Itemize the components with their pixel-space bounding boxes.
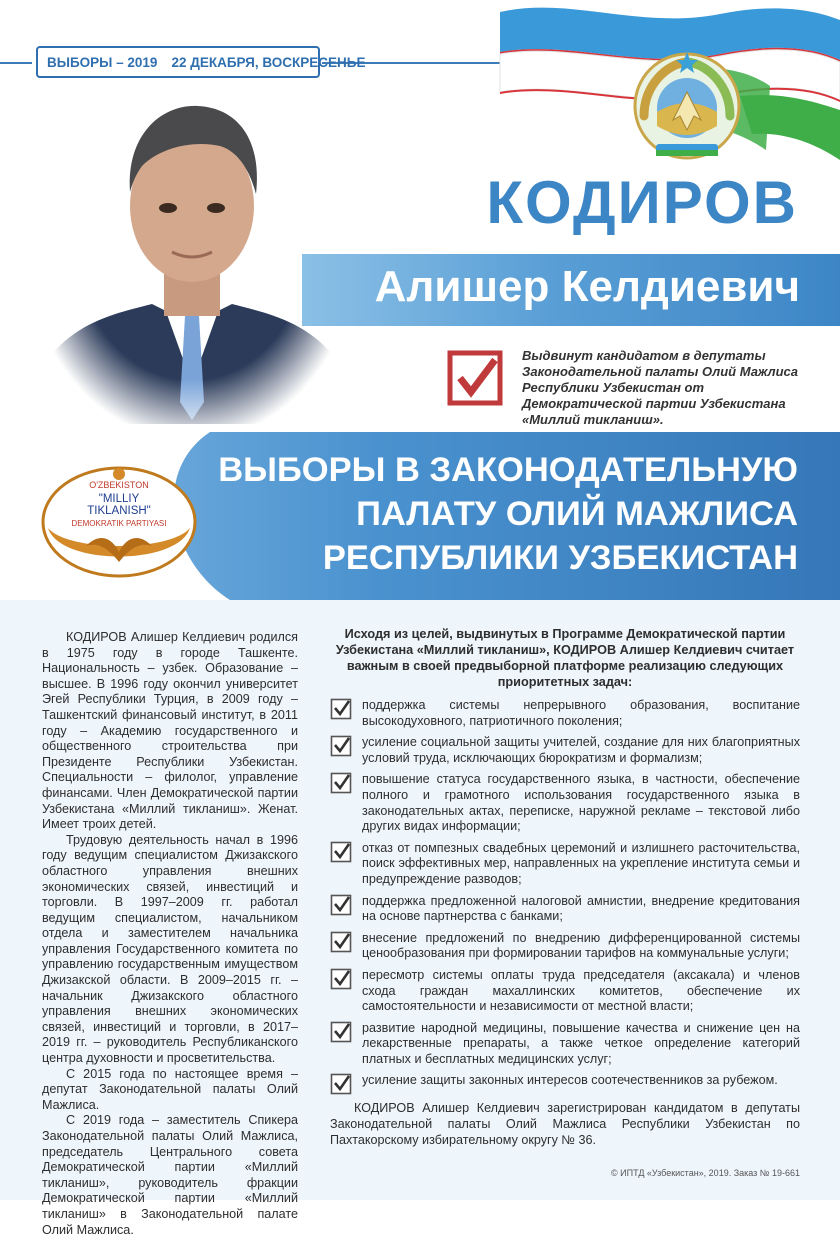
candidate-given-name: Алишер Келдиевич bbox=[374, 262, 800, 311]
header-rule-left bbox=[0, 62, 32, 64]
registration-statement: КОДИРОВ Алишер Келдиевич зарегистрирован кандидатом в депутаты Законодательной палаты Олий Мажлиса Республики Узбекистан по Пахтакорскому избирательному округу № 36. bbox=[330, 1101, 800, 1147]
biography-paragraph: Трудовую деятельность начал в 1996 году ведущим специалистом Джизакского областного управления внешних экономических связей, инвестиций и торговли. В 1997–2009 гг. работал ведущим специалистом, начальником отдела и заместителем начальника управления Государственного комитета по управлению государственным имуществом Джизакской области. В 2009–2015 гг. – начальник Джизакского областного управления внешних экономических связей, инвестиций и торговли, в 2017–2019 гг. – руководитель Республиканского центра духовности и просветительства. bbox=[42, 832, 298, 1066]
party-logo-line-1: O'ZBEKISTON bbox=[89, 480, 149, 490]
banner-heading bbox=[198, 448, 798, 580]
program-task-text: усиление защиты законных интересов соотечественников за рубежом. bbox=[362, 1073, 778, 1088]
checkbox-icon bbox=[330, 698, 352, 720]
checkbox-icon bbox=[330, 894, 352, 916]
program-task bbox=[330, 841, 800, 888]
party-logo-line-3: TIKLANISH" bbox=[87, 505, 151, 517]
checkbox-icon bbox=[330, 841, 352, 863]
program-task-text: развитие народной медицины, повышение качества и снижение цен на лекарственные препараты, а также четкое определение категорий платных и бесплатных медицинских услуг; bbox=[362, 1020, 800, 1066]
banner-line-3: РЕСПУБЛИКИ УЗБЕКИСТАН bbox=[322, 539, 798, 577]
election-date-box bbox=[36, 46, 366, 78]
program-task bbox=[330, 1073, 800, 1095]
checkbox-icon bbox=[330, 1073, 352, 1095]
program-task bbox=[330, 931, 800, 962]
program-task bbox=[330, 772, 800, 834]
party-logo-line-4: DEMOKRATIK PARTIYASI bbox=[71, 519, 167, 528]
checkbox-icon bbox=[330, 735, 352, 757]
program-task-list bbox=[330, 698, 800, 1095]
biography-paragraph: КОДИРОВ Алишер Келдиевич родился в 1975 году в городе Ташкенте. Национальность – узбек. Образование – высшее. В 1996 году окончил университет Эгей Республики Турция, в 2009 году – Ташкентский финансовый институт, в 2011 году – Академию государственного и общественного строительства при Президенте Республики Узбекистан. Специальности – филолог, управление финансами. Член Демократической партии Узбекистана «Миллий тикланиш». Женат. Имеет троих детей. bbox=[42, 630, 298, 832]
program-task bbox=[330, 698, 800, 729]
program-task-text: отказ от помпезных свадебных церемоний и излишнего расточительства, поиск эффективных мер, направленных на укрепление института семьи и предупреждение разводов; bbox=[362, 840, 800, 886]
program-intro: Исходя из целей, выдвинутых в Программе Демократической партии Узбекистана «Миллий тикланиш», КОДИРОВ Алишер Келдиевич считает важным в своей предвыборной платформе реализацию следующих приоритетных задач: bbox=[335, 627, 795, 689]
program-task-text: повышение статуса государственного языка, в частности, обеспечение полного и грамотного использования государственного языка в законодательных актах, переписке, наружной рекламе – текстовой либо других видах информации; bbox=[362, 772, 800, 834]
candidate-surname: КОДИРОВ bbox=[486, 169, 798, 236]
program-task bbox=[330, 735, 800, 766]
checkbox-icon bbox=[330, 1021, 352, 1043]
election-program bbox=[330, 626, 800, 1148]
checkbox-icon bbox=[330, 772, 352, 794]
program-task-text: усиление социальной защиты учителей, создание для них благоприятных условий труда, исключающих бюрократизм и формализм; bbox=[362, 735, 800, 765]
banner-line-2: ПАЛАТУ ОЛИЙ МАЖЛИСА bbox=[356, 495, 798, 533]
election-label: ВЫБОРЫ – 2019 bbox=[47, 54, 158, 70]
election-date: 22 ДЕКАБРЯ, ВОСКРЕСЕНЬЕ bbox=[171, 54, 366, 70]
program-task bbox=[330, 1021, 800, 1068]
candidate-photo bbox=[52, 84, 332, 424]
program-task-text: поддержка предложенной налоговой амнистии, внедрение кредитования на основе партнерства с банками; bbox=[362, 893, 800, 924]
biography bbox=[42, 630, 298, 1238]
party-logo bbox=[40, 462, 198, 578]
print-imprint: © ИПТД «Узбекистан», 2019. Заказ № 19-661 bbox=[611, 1168, 800, 1178]
banner-line-1: ВЫБОРЫ В ЗАКОНОДАТЕЛЬНУЮ bbox=[218, 451, 798, 489]
program-task bbox=[330, 894, 800, 925]
state-emblem-icon bbox=[626, 46, 748, 164]
biography-paragraph: С 2015 года по настоящее время – депутат Законодательной палаты Олий Мажлиса. bbox=[42, 1066, 298, 1112]
checkmark-box-icon bbox=[447, 350, 503, 406]
nomination-statement: Выдвинут кандидатом в депутаты Законодательной палаты Олий Мажлиса Республики Узбекистан от Демократической партии Узбекистана «Миллий тикланиш». bbox=[522, 348, 798, 427]
checkbox-icon bbox=[330, 931, 352, 953]
program-task-text: поддержка системы непрерывного образования, воспитание высокодуховного, патриотичного поколения; bbox=[362, 698, 800, 728]
biography-paragraph: С 2019 года – заместитель Спикера Законодательной палаты Олий Мажлиса, председатель Центрального совета Демократической партии «Миллий тикланиш», руководитель фракции Демократической партии «Миллий тикланиш» в Законодательной палате Олий Мажлиса. bbox=[42, 1113, 298, 1237]
program-task-text: пересмотр системы оплаты труда председателя (аксакала) и членов схода граждан махаллинских комитетов, обеспечение их самостоятельности и независимости от местной власти; bbox=[362, 967, 800, 1014]
checkbox-icon bbox=[330, 968, 352, 990]
party-logo-line-2: "MILLIY bbox=[98, 493, 140, 505]
program-task-text: внесение предложений по внедрению дифференцированной системы ценообразования при формировании тарифов на коммунальные услуги; bbox=[362, 930, 800, 961]
program-task bbox=[330, 968, 800, 1015]
